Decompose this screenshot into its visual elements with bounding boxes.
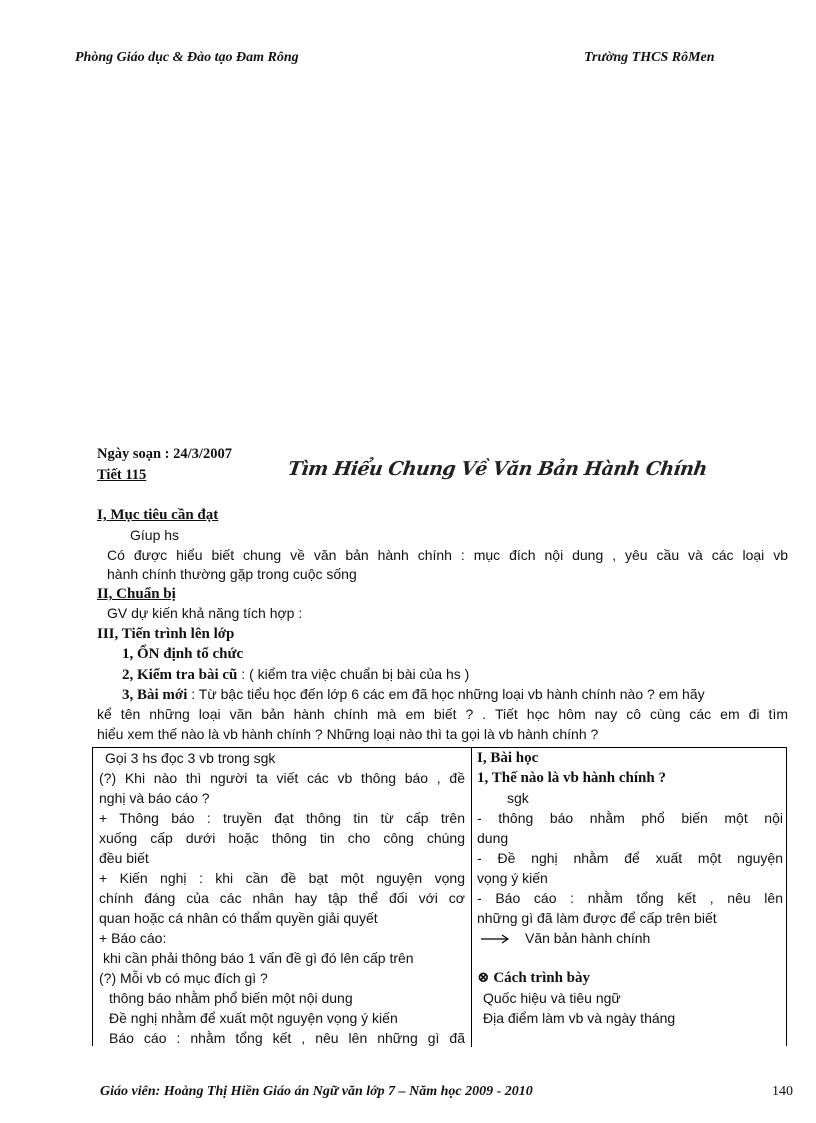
circled-cross-icon: ⊗ bbox=[477, 970, 490, 986]
section-2-heading: II, Chuẩn bị bbox=[97, 586, 176, 602]
table-row: + Thông báo : truyền đạt thông tin từ cấp trên bbox=[99, 810, 465, 826]
header-right: Trường THCS RôMen bbox=[584, 50, 715, 65]
header-left: Phòng Giáo dục & Đào tạo Đam Rông bbox=[75, 50, 299, 65]
section-3-step-3 bbox=[122, 686, 788, 704]
table-row: + Báo cáo: bbox=[99, 930, 167, 946]
step-2-label: 2, Kiểm tra bài cũ bbox=[122, 667, 238, 683]
table-row: Đề nghị nhằm để xuất một nguyện vọng ý kiến bbox=[109, 1010, 398, 1026]
table-row: Báo cáo : nhằm tổng kết , nêu lên những gì đã bbox=[109, 1030, 465, 1046]
page-number: 140 bbox=[772, 1084, 793, 1099]
list-item: vọng ý kiến bbox=[477, 870, 548, 886]
list-item: những gì đã làm được để cấp trên biết bbox=[477, 910, 717, 926]
table-row: thông báo nhằm phổ biến một nội dung bbox=[109, 990, 353, 1006]
table-row: quan hoặc cá nhân có thẩm quyền giải quyết bbox=[99, 910, 378, 926]
table-left-column bbox=[99, 748, 465, 1048]
section-1-line-2: Có được hiểu biết chung về văn bản hành chính : mục đích nội dung , yêu cầu và các loại vb bbox=[107, 547, 788, 563]
step-3-label: 3, Bài mới bbox=[122, 687, 188, 703]
table-row: + Kiến nghị : khi cần đề bạt một nguyện vọng bbox=[99, 870, 465, 886]
list-item: Quốc hiệu và tiêu ngữ bbox=[483, 990, 621, 1006]
right-arrow-icon bbox=[481, 934, 511, 944]
lesson-heading: I, Bài học bbox=[477, 750, 539, 766]
prep-date: Ngày soạn : 24/3/2007 bbox=[97, 446, 232, 462]
section-3-line-2: kể tên những loại văn bản hành chính mà em biết ? . Tiết học hôm nay cô cùng các em đi tìm bbox=[97, 706, 788, 722]
table-right-column bbox=[477, 748, 783, 1028]
section-3-step-2 bbox=[122, 666, 469, 684]
lesson-table bbox=[92, 747, 787, 1046]
section-1-line-3: hành chính thường gặp trong cuộc sống bbox=[107, 566, 357, 582]
list-item: Địa điểm làm vb và ngày tháng bbox=[483, 1010, 676, 1026]
table-row bbox=[477, 948, 783, 968]
conclusion-text: Văn bản hành chính bbox=[525, 930, 651, 946]
table-row: nghị và báo cáo ? bbox=[99, 790, 210, 806]
conclusion-row bbox=[477, 928, 783, 948]
footer-text: Giáo viên: Hoàng Thị Hiền Giáo án Ngữ văn lớp 7 – Năm học 2009 - 2010 bbox=[100, 1084, 533, 1099]
table-row: (?) Khi nào thì người ta viết các vb thông báo , đề bbox=[99, 770, 465, 786]
list-item: - thông báo nhằm phổ biến một nội bbox=[477, 810, 783, 826]
section-3-heading: III, Tiến trình lên lớp bbox=[97, 626, 235, 642]
section-3-step-1: 1, ỔN định tổ chức bbox=[122, 646, 244, 662]
list-item: - Đề nghị nhằm để xuất một nguyện bbox=[477, 850, 783, 866]
page-title: Tìm Hiểu Chung Về Văn Bản Hành Chính bbox=[286, 458, 709, 480]
table-row: Gọi 3 hs đọc 3 vb trong sgk bbox=[105, 750, 276, 766]
section-1-heading: I, Mục tiêu cần đạt bbox=[97, 507, 219, 523]
table-row: chính đáng của các nhân hay tập thể đối với cơ bbox=[99, 890, 465, 906]
table-row: (?) Mỗi vb có mục đích gì ? bbox=[99, 970, 268, 986]
section-1-line-1: Gíup hs bbox=[130, 527, 180, 543]
step-2-text: : ( kiểm tra việc chuẩn bị bài của hs ) bbox=[237, 666, 470, 682]
step-3-text: : Từ bậc tiểu học đến lớp 6 các em đã học những loại vb hành chính nào ? em hãy bbox=[187, 686, 705, 702]
lesson-subheading: 1, Thế nào là vb hành chính ? bbox=[477, 770, 666, 786]
format-heading: Cách trình bày bbox=[493, 970, 591, 986]
section-2-line-1: GV dự kiến khả năng tích hợp : bbox=[107, 605, 303, 621]
list-item: dung bbox=[477, 830, 509, 846]
table-row: khi cần phải thông báo 1 vấn đề gì đó lên cấp trên bbox=[103, 950, 414, 966]
table-column-divider bbox=[471, 748, 472, 1047]
list-item: - Báo cáo : nhằm tổng kết , nêu lên bbox=[477, 890, 783, 906]
sgk-reference: sgk bbox=[507, 790, 529, 806]
table-row: xuống cấp dưới hoặc thông tin cho công chúng bbox=[99, 830, 465, 846]
table-row: đều biết bbox=[99, 850, 149, 866]
format-heading-row bbox=[477, 968, 783, 988]
lesson-number: Tiết 115 bbox=[97, 467, 147, 483]
section-3-line-3: hiểu xem thế nào là vb hành chính ? Những loại nào thì ta gọi là vb hành chính ? bbox=[97, 726, 599, 742]
